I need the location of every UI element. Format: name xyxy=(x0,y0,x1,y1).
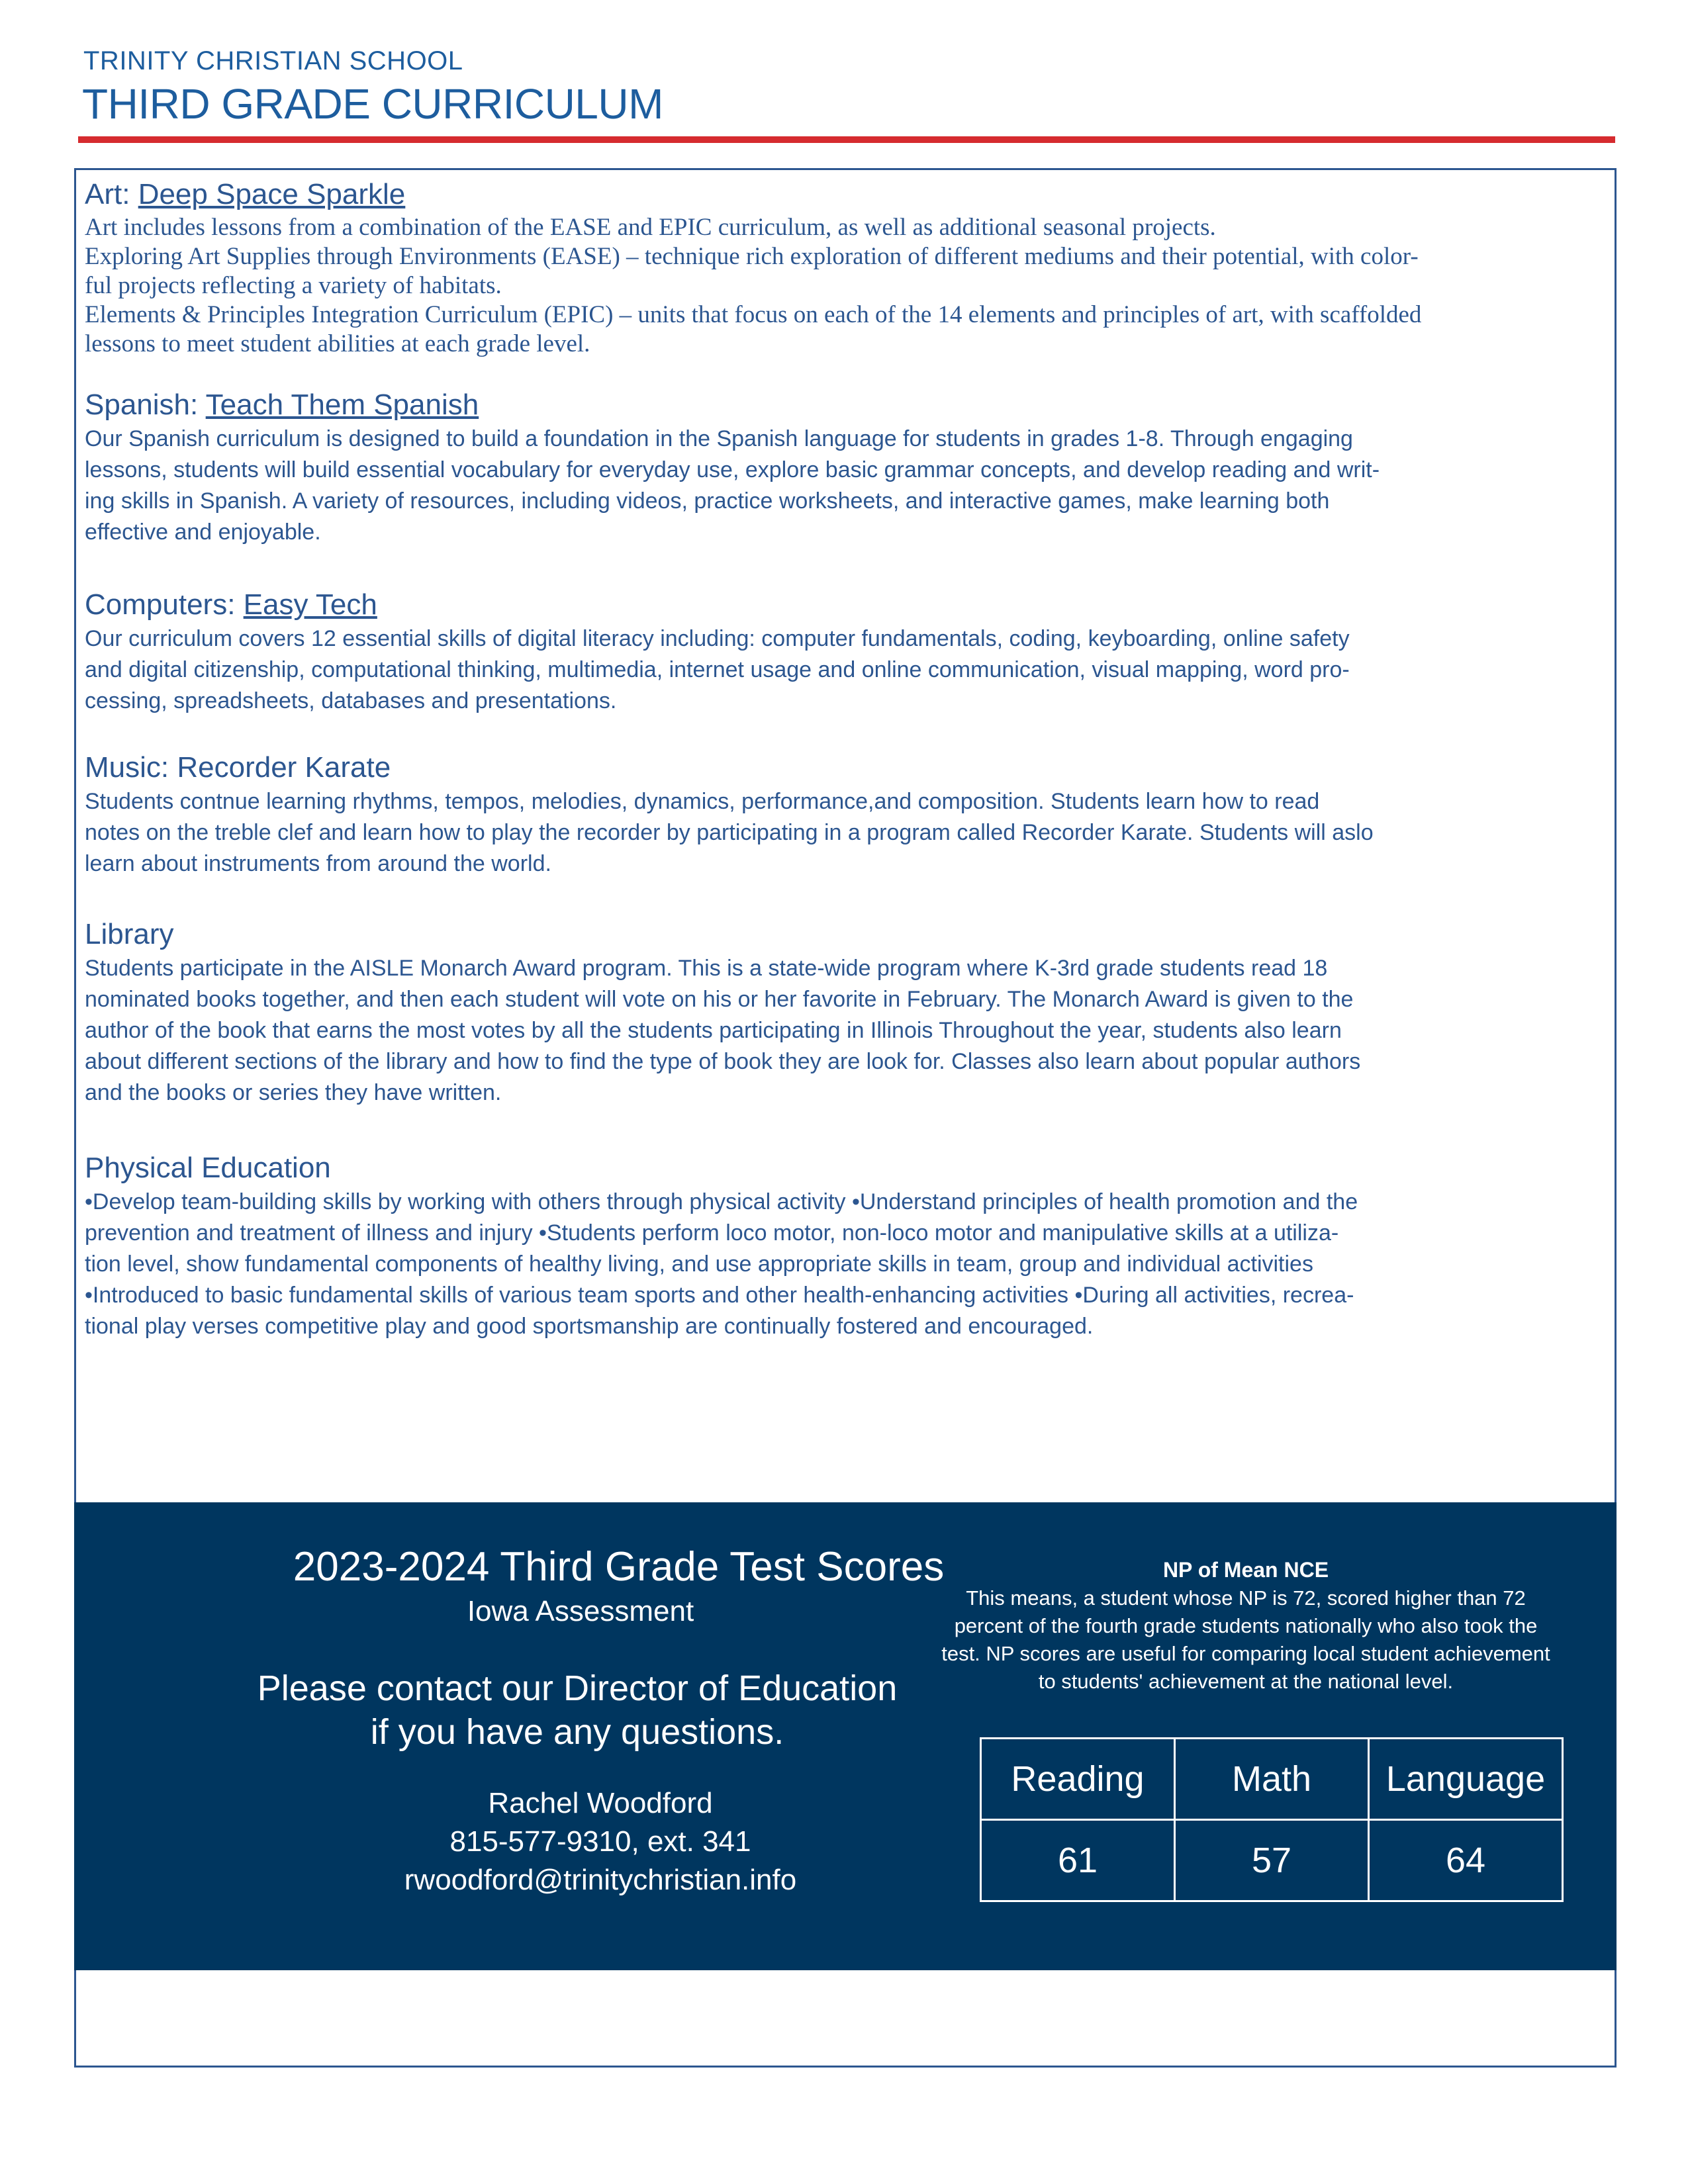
np-explanation: This means, a student whose NP is 72, scored higher than 72 percent of the fourth grade students nationally who also took the test. NP scores are useful for comparing local student achievement to students' achievement at the national level. xyxy=(941,1586,1550,1693)
text-line: Students contnue learning rhythms, tempos, melodies, dynamics, performance,and composition. Students learn how to read xyxy=(85,789,1320,814)
text-line: Students participate in the AISLE Monarch Award program. This is a state-wide program where K-3rd grade students read 18 xyxy=(85,956,1328,981)
text-line: notes on the treble clef and learn how to play the recorder by participating in a program called Recorder Karate. Students will aslo xyxy=(85,820,1374,845)
table-header-reading: Reading xyxy=(981,1739,1175,1820)
music-text xyxy=(85,786,1607,880)
music-heading: Music: Recorder Karate xyxy=(85,751,391,784)
scores-table xyxy=(980,1737,1564,1902)
table-row xyxy=(981,1820,1563,1901)
computers-heading xyxy=(85,586,1607,623)
text-line: Exploring Art Supplies through Environments (EASE) – technique rich exploration of different mediums and their potential, with color- xyxy=(85,243,1419,270)
computers-label: Computers: xyxy=(85,588,236,621)
library-heading: Library xyxy=(85,918,174,950)
contact-name: Rachel Woodford xyxy=(488,1787,713,1819)
library-section xyxy=(85,916,1607,1109)
text-line: lessons, students will build essential vocabulary for everyday use, explore basic grammar concepts, and develop reading and writ- xyxy=(85,457,1380,482)
pe-text xyxy=(85,1187,1607,1342)
art-label: Art: xyxy=(85,178,130,210)
header-divider xyxy=(78,136,1615,143)
music-section xyxy=(85,749,1607,880)
test-scores-panel xyxy=(74,1502,1617,1970)
computers-text xyxy=(85,623,1607,717)
text-line: •Introduced to basic fundamental skills of various team sports and other health-enhancing activities •During all activities, recrea- xyxy=(85,1283,1354,1308)
contact-email[interactable]: rwoodford@trinitychristian.info xyxy=(404,1864,797,1896)
contact-message-2: if you have any questions. xyxy=(370,1712,784,1752)
text-line: Art includes lessons from a combination of the EASE and EPIC curriculum, as well as additional seasonal projects. xyxy=(85,214,1216,241)
spanish-label: Spanish: xyxy=(85,388,199,421)
page-title: THIRD GRADE CURRICULUM xyxy=(82,80,663,128)
score-language: 64 xyxy=(1369,1820,1563,1901)
text-line: prevention and treatment of illness and injury •Students perform loco motor, non-loco motor and manipulative skills at a utiliza- xyxy=(85,1220,1339,1246)
scores-subtitle: Iowa Assessment xyxy=(467,1595,694,1627)
table-header-math: Math xyxy=(1175,1739,1369,1820)
art-text xyxy=(85,213,1607,359)
spanish-text xyxy=(85,424,1607,548)
table-header-language: Language xyxy=(1369,1739,1563,1820)
computers-link[interactable]: Easy Tech xyxy=(243,588,377,621)
spanish-section xyxy=(85,387,1607,548)
text-line: nominated books together, and then each student will vote on his or her favorite in February. The Monarch Award is given to the xyxy=(85,987,1354,1012)
computers-section xyxy=(85,586,1607,717)
text-line: lessons to meet student abilities at each grade level. xyxy=(85,330,590,357)
table-row xyxy=(981,1739,1563,1820)
text-line: tion level, show fundamental components of healthy living, and use appropriate skills in team, group and individual activities xyxy=(85,1251,1313,1277)
text-line: Our Spanish curriculum is designed to build a foundation in the Spanish language for students in grades 1-8. Through engaging xyxy=(85,426,1353,451)
library-text xyxy=(85,953,1607,1109)
contact-message: Please contact our Director of Education xyxy=(257,1668,898,1708)
score-reading: 61 xyxy=(981,1820,1175,1901)
text-line: tional play verses competitive play and good sportsmanship are continually fostered and encouraged. xyxy=(85,1314,1094,1339)
text-line: •Develop team-building skills by working with others through physical activity •Understand principles of health promotion and the xyxy=(85,1189,1358,1214)
art-link[interactable]: Deep Space Sparkle xyxy=(138,178,406,210)
text-line: learn about instruments from around the world. xyxy=(85,851,551,876)
contact-phone: 815-577-9310, ext. 341 xyxy=(449,1825,751,1858)
score-math: 57 xyxy=(1175,1820,1369,1901)
text-line: about different sections of the library and how to find the type of book they are look for. Classes also learn about popular authors xyxy=(85,1049,1361,1074)
text-line: ful projects reflecting a variety of habitats. xyxy=(85,272,502,299)
text-line: Elements & Principles Integration Curriculum (EPIC) – units that focus on each of the 14 elements and principles of art, with scaffolded xyxy=(85,301,1422,328)
spanish-heading xyxy=(85,387,1607,424)
art-section xyxy=(85,176,1607,359)
text-line: ing skills in Spanish. A variety of resources, including videos, practice worksheets, and interactive games, make learning both xyxy=(85,488,1330,514)
pe-section xyxy=(85,1150,1607,1342)
text-line: Our curriculum covers 12 essential skills of digital literacy including: computer fundamentals, coding, keyboarding, online safety xyxy=(85,626,1350,651)
text-line: and the books or series they have written. xyxy=(85,1080,502,1105)
np-title: NP of Mean NCE xyxy=(1162,1558,1329,1582)
text-line: cessing, spreadsheets, databases and presentations. xyxy=(85,688,617,713)
text-line: author of the book that earns the most votes by all the students participating in Illinois Throughout the year, students also learn xyxy=(85,1018,1342,1043)
text-line: and digital citizenship, computational thinking, multimedia, internet usage and online communication, visual mapping, word pro- xyxy=(85,657,1350,682)
spanish-link[interactable]: Teach Them Spanish xyxy=(205,388,479,421)
art-heading xyxy=(85,176,1607,213)
text-line: effective and enjoyable. xyxy=(85,520,321,545)
scores-title: 2023-2024 Third Grade Test Scores xyxy=(293,1544,945,1590)
school-name: TRINITY CHRISTIAN SCHOOL xyxy=(83,46,463,75)
pe-heading: Physical Education xyxy=(85,1152,331,1184)
